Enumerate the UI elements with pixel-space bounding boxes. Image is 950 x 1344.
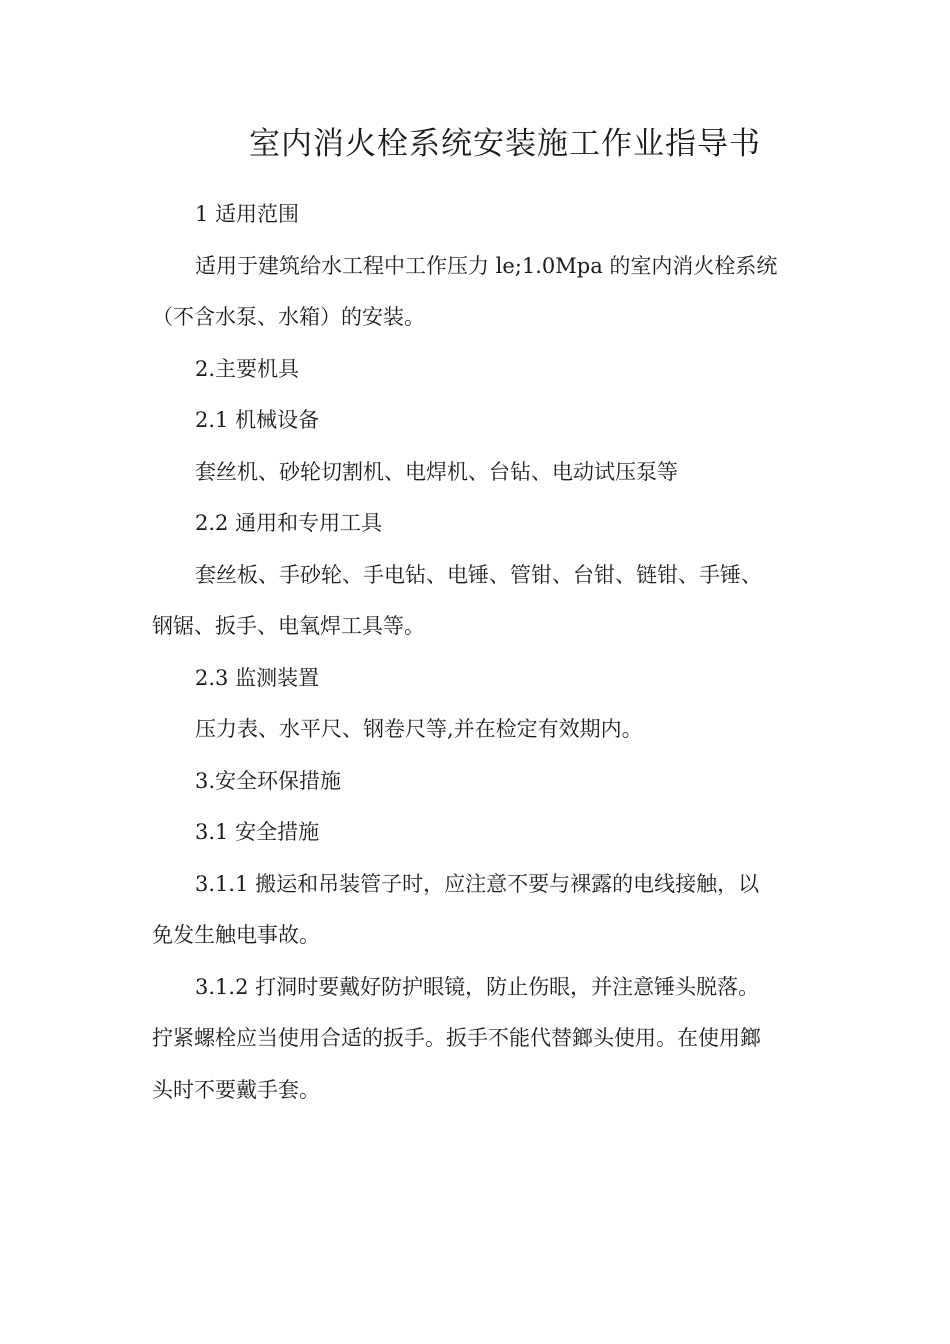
paragraph-line: 免发生触电事故。 bbox=[152, 923, 320, 947]
paragraph-line: 头时不要戴手套。 bbox=[152, 1077, 320, 1102]
paragraph-line: 3.1.2 打洞时要戴好防护眼镜，防止伤眼，并注意锤头脱落。 bbox=[195, 974, 760, 999]
document-title: 室内消火栓系统安装施工作业指导书 bbox=[249, 126, 761, 162]
subsection-heading-monitoring: 2.3 监测装置 bbox=[195, 665, 320, 690]
paragraph-line: 套丝板、手砂轮、手电钻、电锤、管钳、台钳、链钳、手锤、 bbox=[195, 562, 762, 587]
paragraph-line: （不含水泵、水箱）的安装。 bbox=[152, 305, 425, 329]
subsection-heading-safety-measures: 3.1 安全措施 bbox=[195, 820, 320, 844]
paragraph-line: 3.1.1 搬运和吊装管子时，应注意不要与裸露的电线接触，以 bbox=[195, 871, 760, 896]
paragraph-line: 压力表、水平尺、钢卷尺等,并在检定有效期内。 bbox=[195, 717, 643, 741]
paragraph-line: 钢锯、扳手、电氧焊工具等。 bbox=[152, 614, 425, 638]
section-heading-scope: 1 适用范围 bbox=[195, 202, 300, 226]
section-heading-safety: 3.安全环保措施 bbox=[195, 768, 342, 793]
subsection-heading-machinery: 2.1 机械设备 bbox=[195, 408, 320, 432]
paragraph-line: 适用于建筑给水工程中工作压力 le;1.0Mpa 的室内消火栓系统 bbox=[195, 253, 778, 278]
subsection-heading-general-tools: 2.2 通用和专用工具 bbox=[195, 511, 383, 535]
paragraph-line: 拧紧螺栓应当使用合适的扳手。扳手不能代替鎯头使用。在使用鎯 bbox=[152, 1026, 761, 1050]
paragraph-line: 套丝机、砂轮切割机、电焊机、台钻、电动试压泵等 bbox=[195, 459, 678, 484]
document-body bbox=[152, 189, 802, 1116]
section-heading-tools: 2.主要机具 bbox=[195, 356, 300, 381]
